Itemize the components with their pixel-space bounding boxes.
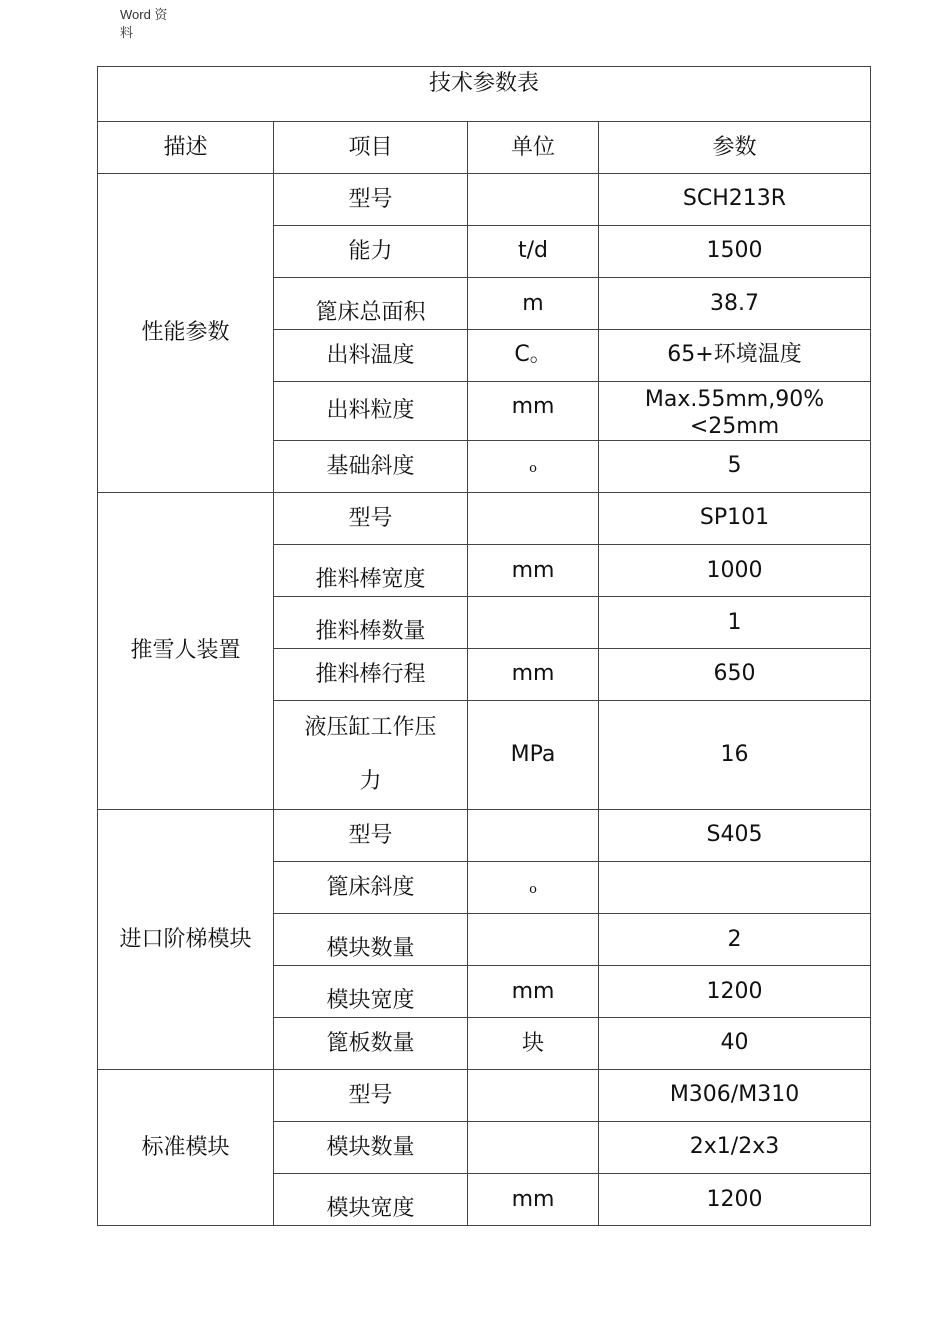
column-header-param: 参数 — [599, 122, 871, 174]
row-item: 模块数量 — [274, 914, 468, 966]
group-label-performance: 性能参数 — [98, 174, 274, 493]
row-param: 1500 — [599, 226, 871, 278]
row-item-line-1: 液压缸工作压 — [304, 715, 437, 740]
row-param: 40 — [599, 1018, 871, 1070]
column-header-desc: 描述 — [98, 122, 274, 174]
row-item: 基础斜度 — [274, 441, 468, 493]
row-param: 65+环境温度 — [599, 330, 871, 382]
row-item: 推料棒行程 — [274, 649, 468, 701]
row-item — [274, 701, 468, 810]
row-unit — [468, 810, 599, 862]
header-line-2: 料 — [120, 25, 134, 40]
row-unit — [468, 597, 599, 649]
row-unit — [468, 1070, 599, 1122]
row-item: 模块宽度 — [274, 1174, 468, 1226]
row-unit — [468, 174, 599, 226]
row-param: 5 — [599, 441, 871, 493]
table-header-row — [98, 122, 871, 174]
row-unit: C。 — [468, 330, 599, 382]
row-item: 推料棒宽度 — [274, 545, 468, 597]
table-row — [98, 810, 871, 862]
row-param: 650 — [599, 649, 871, 701]
row-item: 型号 — [274, 493, 468, 545]
row-param: 1200 — [599, 1174, 871, 1226]
row-unit: t/d — [468, 226, 599, 278]
row-unit: mm — [468, 1174, 599, 1226]
group-label-standard-module: 标准模块 — [98, 1070, 274, 1226]
table-row — [98, 493, 871, 545]
row-param: 2 — [599, 914, 871, 966]
table-title: 技术参数表 — [98, 67, 871, 122]
row-param: 1000 — [599, 545, 871, 597]
row-item: 篦床斜度 — [274, 862, 468, 914]
column-header-item: 项目 — [274, 122, 468, 174]
row-item: 推料棒数量 — [274, 597, 468, 649]
row-item: 篦板数量 — [274, 1018, 468, 1070]
row-unit — [468, 914, 599, 966]
row-param: 1 — [599, 597, 871, 649]
row-unit: mm — [468, 649, 599, 701]
row-param: M306/M310 — [599, 1070, 871, 1122]
technical-parameters-table — [97, 66, 871, 1226]
row-unit: mm — [468, 966, 599, 1018]
row-param: Max.55mm,90%<25mm — [599, 382, 871, 441]
row-item: 出料粒度 — [274, 382, 468, 441]
row-item: 模块数量 — [274, 1122, 468, 1174]
row-item: 出料温度 — [274, 330, 468, 382]
degree-symbol: o — [529, 461, 537, 476]
row-unit: mm — [468, 545, 599, 597]
table-title-row — [98, 67, 871, 122]
row-unit: 块 — [468, 1018, 599, 1070]
table-row — [98, 174, 871, 226]
header-line-1: Word 资 — [120, 7, 168, 22]
document-header-watermark — [120, 6, 190, 42]
row-unit: mm — [468, 382, 599, 441]
row-param: 2x1/2x3 — [599, 1122, 871, 1174]
row-param: SCH213R — [599, 174, 871, 226]
row-item: 型号 — [274, 1070, 468, 1122]
row-item: 型号 — [274, 810, 468, 862]
row-unit: MPa — [468, 701, 599, 810]
row-param: SP101 — [599, 493, 871, 545]
degree-symbol: o — [529, 882, 537, 897]
row-param: 1200 — [599, 966, 871, 1018]
row-item: 能力 — [274, 226, 468, 278]
row-item: 篦床总面积 — [274, 278, 468, 330]
row-unit — [468, 1122, 599, 1174]
row-item: 型号 — [274, 174, 468, 226]
row-param: 38.7 — [599, 278, 871, 330]
group-label-inlet-step-module: 进口阶梯模块 — [98, 810, 274, 1070]
column-header-unit: 单位 — [468, 122, 599, 174]
row-param: S405 — [599, 810, 871, 862]
row-param: 16 — [599, 701, 871, 810]
row-item-line-2: 力 — [359, 769, 382, 794]
row-param — [599, 862, 871, 914]
row-unit — [468, 493, 599, 545]
table-row — [98, 1070, 871, 1122]
row-unit: m — [468, 278, 599, 330]
row-item: 模块宽度 — [274, 966, 468, 1018]
group-label-pusher: 推雪人装置 — [98, 493, 274, 810]
